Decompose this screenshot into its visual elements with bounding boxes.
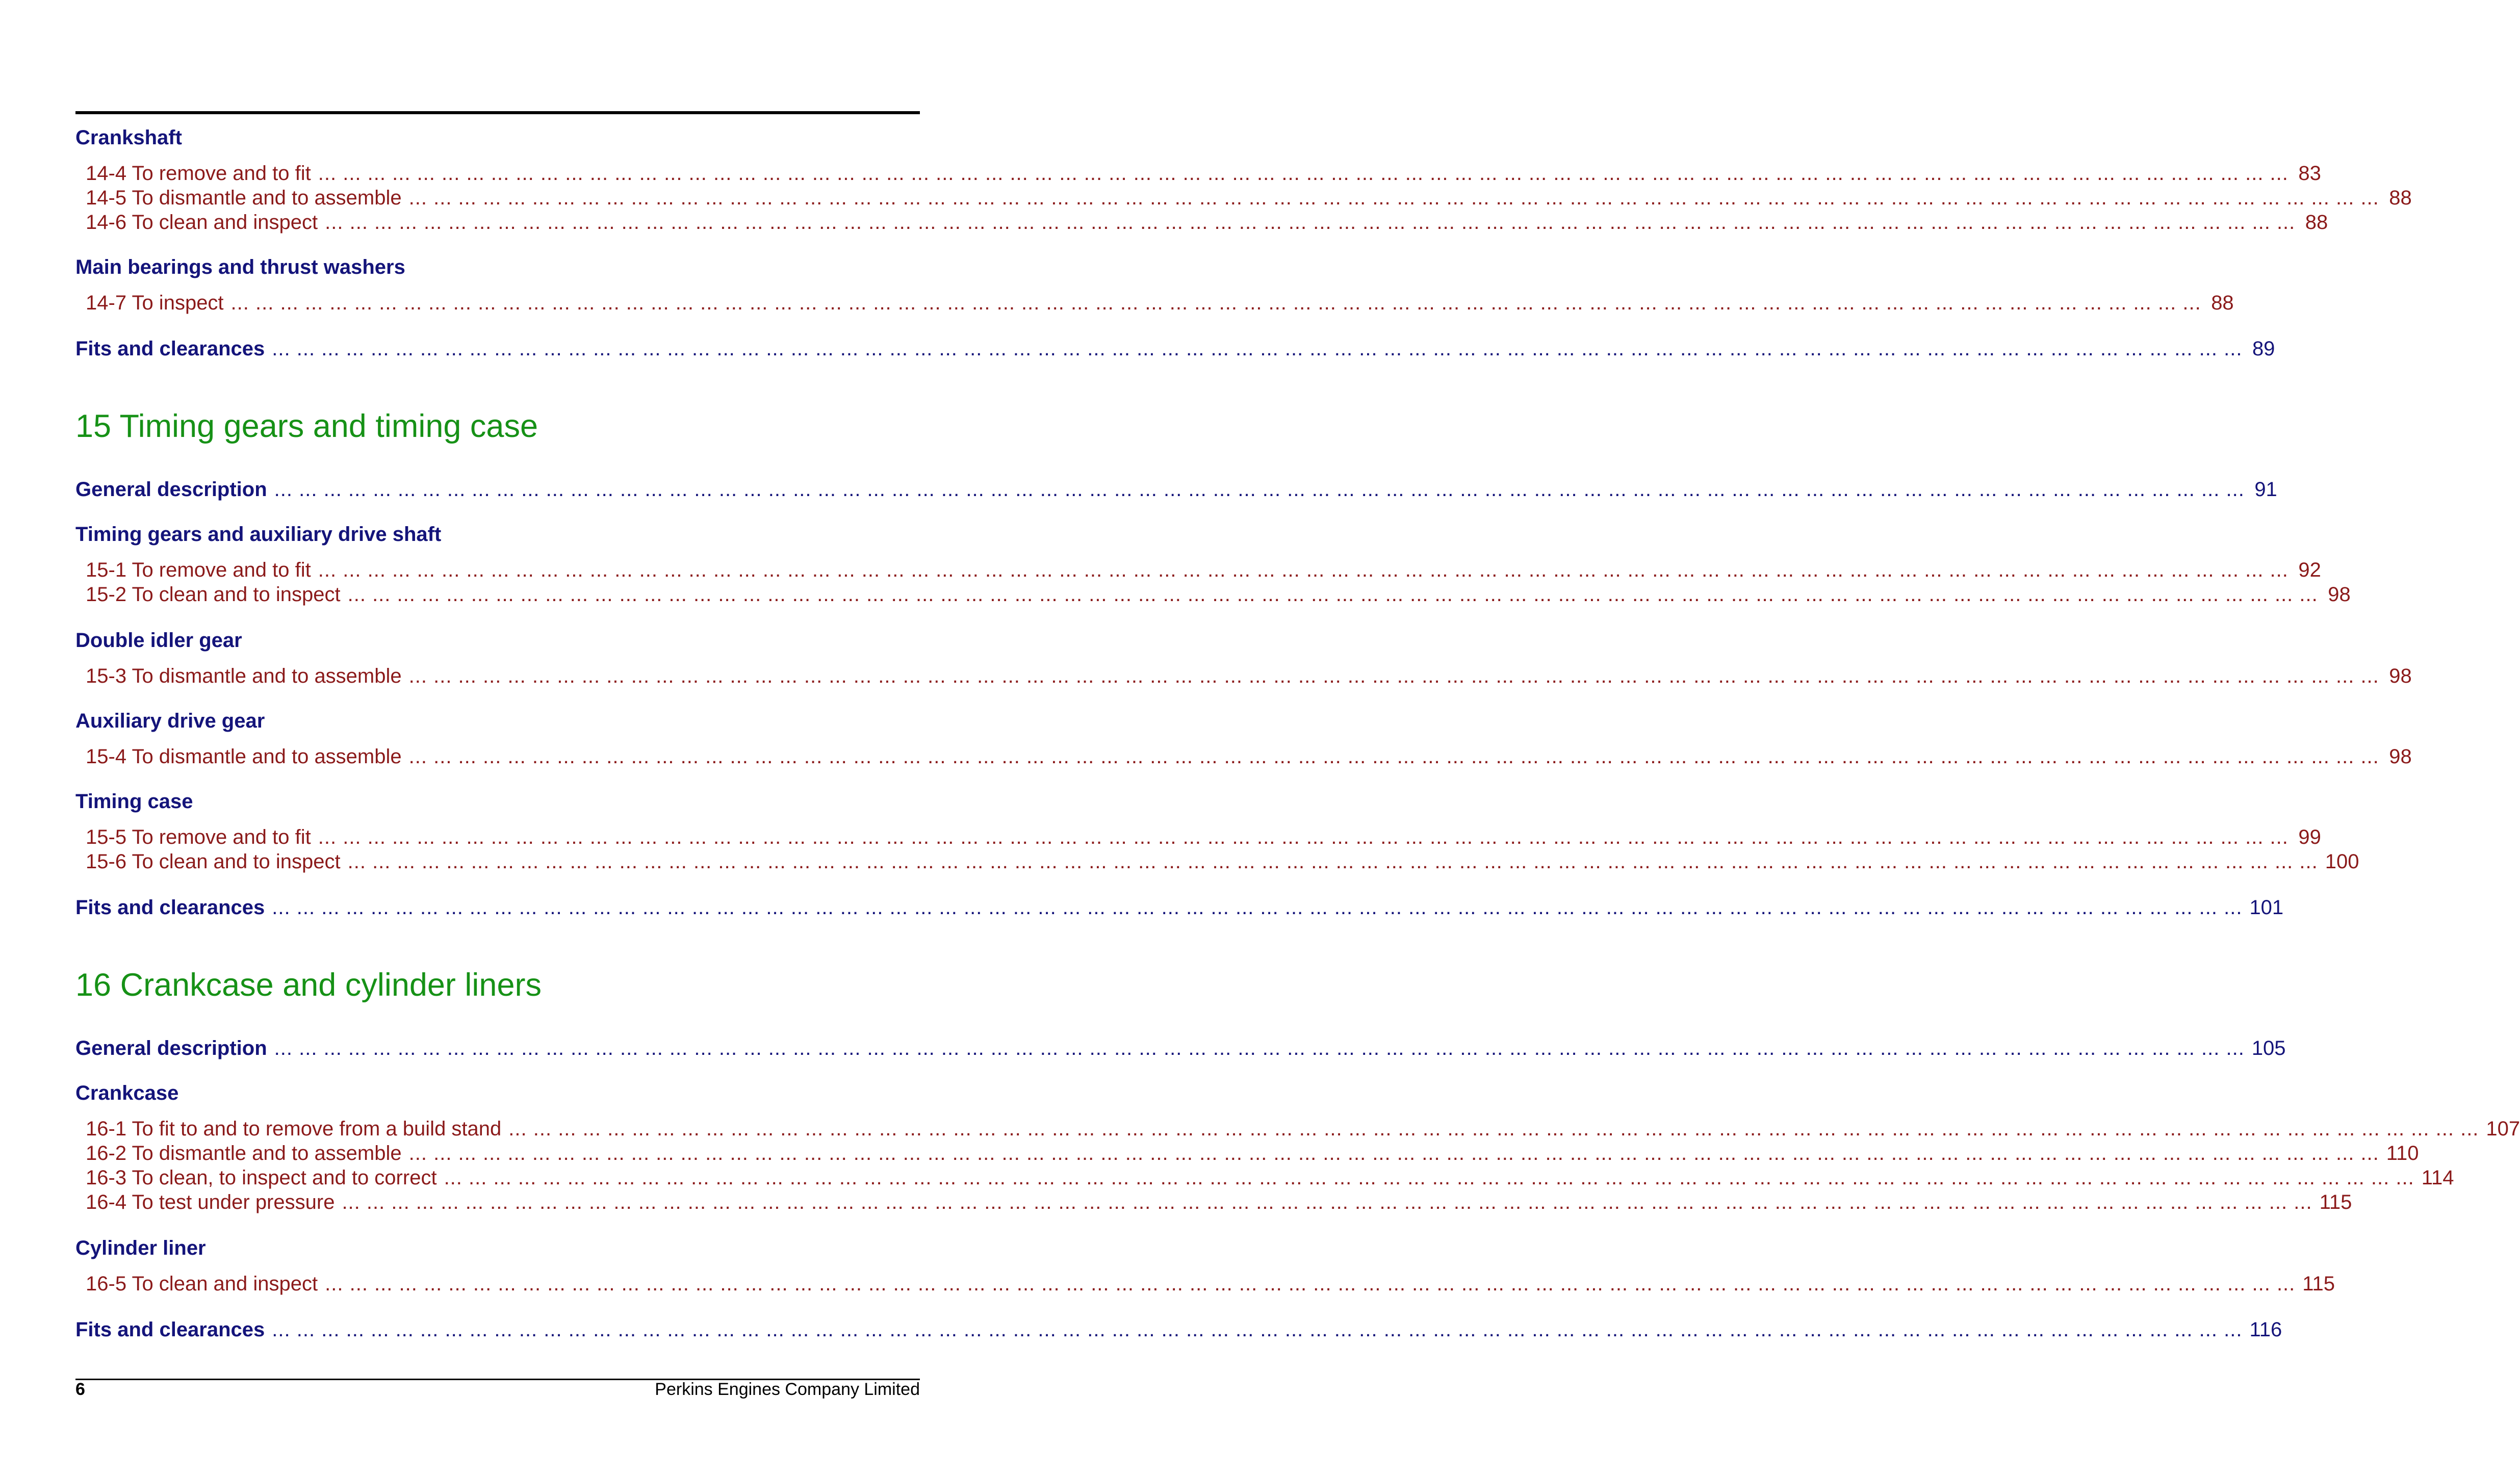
- toc-subsection-entry[interactable]: [75, 825, 2321, 849]
- toc-leader-dots: ... ... ... ... ... ... ... ... ... ... ... ... ... ... ... ... ... ... ... ... ... ... ... ... ... ... ... ... ... ... ... ... ... ... ... ... ... ... ... ... ... ... ... ... ... ... ... ... ... ... ... ... ... ... ... ... ... ... ... ... ... ... ... ... ... ... ... ... ... ... ... ... ... ... ... ... ... ... ... ...: [274, 1037, 2245, 1059]
- toc-leader-dots: ... ... ... ... ... ... ... ... ... ... ... ... ... ... ... ... ... ... ... ... ... ... ... ... ... ... ... ... ... ... ... ... ... ... ... ... ... ... ... ... ... ... ... ... ... ... ... ... ... ... ... ... ... ... ... ... ... ... ... ... ... ... ... ... ... ... ... ... ... ... ... ... ... ... ... ... ... ... ... ...: [272, 337, 2243, 360]
- toc-subsection-entry[interactable]: [75, 664, 2412, 688]
- toc-leader-dots: ... ... ... ... ... ... ... ... ... ... ... ... ... ... ... ... ... ... ... ... ... ... ... ... ... ... ... ... ... ... ... ... ... ... ... ... ... ... ... ... ... ... ... ... ... ... ... ... ... ... ... ... ... ... ... ... ... ... ... ... ... ... ... ... ... ... ... ... ... ... ... ... ... ... ... ... ... ... ... ...: [508, 1117, 2479, 1140]
- footer-company: Perkins Engines Company Limited: [655, 1380, 920, 1399]
- toc-leader-dots: ... ... ... ... ... ... ... ... ... ... ... ... ... ... ... ... ... ... ... ... ... ... ... ... ... ... ... ... ... ... ... ... ... ... ... ... ... ... ... ... ... ... ... ... ... ... ... ... ... ... ... ... ... ... ... ... ... ... ... ... ... ... ... ... ... ... ... ... ... ... ... ... ... ... ... ... ... ... ... ...: [408, 186, 2379, 209]
- toc-entry-label: Cylinder liner: [75, 1236, 206, 1259]
- toc-entry-label: 15-4 To dismantle and to assemble: [86, 745, 402, 768]
- toc-leader-dots: ... ... ... ... ... ... ... ... ... ... ... ... ... ... ... ... ... ... ... ... ... ... ... ... ... ... ... ... ... ... ... ... ... ... ... ... ... ... ... ... ... ... ... ... ... ... ... ... ... ... ... ... ... ... ... ... ... ... ... ... ... ... ... ... ... ... ... ... ... ... ... ... ... ... ... ... ... ... ... ...: [342, 1190, 2312, 1213]
- toc-page-number: 107: [2486, 1117, 2520, 1140]
- footer-page-number: 6: [75, 1380, 85, 1399]
- toc-subsection-entry[interactable]: [75, 210, 2328, 235]
- toc-entry-label: Crankshaft: [75, 126, 182, 149]
- toc-entry-label: Auxiliary drive gear: [75, 709, 265, 732]
- toc-subsection-entry[interactable]: [75, 1166, 2454, 1190]
- toc-section-entry[interactable]: [75, 125, 920, 150]
- toc-page-number: 101: [2249, 896, 2284, 919]
- toc-page-number: 114: [2421, 1166, 2454, 1189]
- toc-entry-label: Fits and clearances: [75, 896, 265, 919]
- toc-entry-label: 15-2 To clean and to inspect: [86, 583, 341, 606]
- toc-entry-label: 16-4 To test under pressure: [86, 1190, 335, 1213]
- toc-entry-label: 14-7 To inspect: [86, 291, 224, 314]
- toc-page-number: 83: [2298, 162, 2321, 185]
- toc-leader-dots: ... ... ... ... ... ... ... ... ... ... ... ... ... ... ... ... ... ... ... ... ... ... ... ... ... ... ... ... ... ... ... ... ... ... ... ... ... ... ... ... ... ... ... ... ... ... ... ... ... ... ... ... ... ... ... ... ... ... ... ... ... ... ... ... ... ... ... ... ... ... ... ... ... ... ... ... ... ... ... ...: [347, 583, 2318, 606]
- toc-subsection-entry[interactable]: [75, 291, 2234, 315]
- toc-leader-dots: ... ... ... ... ... ... ... ... ... ... ... ... ... ... ... ... ... ... ... ... ... ... ... ... ... ... ... ... ... ... ... ... ... ... ... ... ... ... ... ... ... ... ... ... ... ... ... ... ... ... ... ... ... ... ... ... ... ... ... ... ... ... ... ... ... ... ... ... ... ... ... ... ... ... ... ... ... ... ... ...: [318, 162, 2288, 185]
- toc-leader-dots: ... ... ... ... ... ... ... ... ... ... ... ... ... ... ... ... ... ... ... ... ... ... ... ... ... ... ... ... ... ... ... ... ... ... ... ... ... ... ... ... ... ... ... ... ... ... ... ... ... ... ... ... ... ... ... ... ... ... ... ... ... ... ... ... ... ... ... ... ... ... ... ... ... ... ... ... ... ... ... ...: [325, 1272, 2296, 1295]
- toc-entry-label: 14-4 To remove and to fit: [86, 162, 311, 185]
- toc-section-entry[interactable]: [75, 1036, 2286, 1060]
- toc-page-number: 115: [2302, 1272, 2335, 1295]
- toc-subsection-entry[interactable]: [75, 186, 2412, 210]
- toc-page-number: 98: [2328, 583, 2351, 606]
- toc-leader-dots: ... ... ... ... ... ... ... ... ... ... ... ... ... ... ... ... ... ... ... ... ... ... ... ... ... ... ... ... ... ... ... ... ... ... ... ... ... ... ... ... ... ... ... ... ... ... ... ... ... ... ... ... ... ... ... ... ... ... ... ... ... ... ... ... ... ... ... ... ... ... ... ... ... ... ... ... ... ... ... ...: [325, 211, 2296, 234]
- toc-entry-label: Timing gears and auxiliary drive shaft: [75, 523, 442, 546]
- toc-page-number: 98: [2389, 664, 2412, 687]
- toc-entry-label: Double idler gear: [75, 629, 242, 652]
- toc-page-number: 105: [2251, 1037, 2286, 1059]
- toc-section-entry[interactable]: [75, 709, 920, 733]
- toc-page-number: 89: [2252, 337, 2275, 360]
- toc-entry-label: 16-5 To clean and inspect: [86, 1272, 318, 1295]
- toc-leader-dots: ... ... ... ... ... ... ... ... ... ... ... ... ... ... ... ... ... ... ... ... ... ... ... ... ... ... ... ... ... ... ... ... ... ... ... ... ... ... ... ... ... ... ... ... ... ... ... ... ... ... ... ... ... ... ... ... ... ... ... ... ... ... ... ... ... ... ... ... ... ... ... ... ... ... ... ... ... ... ... ...: [230, 291, 2201, 314]
- toc-subsection-entry[interactable]: [75, 1117, 2520, 1141]
- toc-subsection-entry[interactable]: [75, 849, 2359, 874]
- toc-page-number: 99: [2298, 825, 2321, 848]
- toc-leader-dots: ... ... ... ... ... ... ... ... ... ... ... ... ... ... ... ... ... ... ... ... ... ... ... ... ... ... ... ... ... ... ... ... ... ... ... ... ... ... ... ... ... ... ... ... ... ... ... ... ... ... ... ... ... ... ... ... ... ... ... ... ... ... ... ... ... ... ... ... ... ... ... ... ... ... ... ... ... ... ... ...: [272, 1318, 2243, 1341]
- toc-section-entry[interactable]: [75, 895, 2284, 920]
- toc-leader-dots: ... ... ... ... ... ... ... ... ... ... ... ... ... ... ... ... ... ... ... ... ... ... ... ... ... ... ... ... ... ... ... ... ... ... ... ... ... ... ... ... ... ... ... ... ... ... ... ... ... ... ... ... ... ... ... ... ... ... ... ... ... ... ... ... ... ... ... ... ... ... ... ... ... ... ... ... ... ... ... ...: [408, 1142, 2379, 1164]
- toc-leader-dots: ... ... ... ... ... ... ... ... ... ... ... ... ... ... ... ... ... ... ... ... ... ... ... ... ... ... ... ... ... ... ... ... ... ... ... ... ... ... ... ... ... ... ... ... ... ... ... ... ... ... ... ... ... ... ... ... ... ... ... ... ... ... ... ... ... ... ... ... ... ... ... ... ... ... ... ... ... ... ... ...: [318, 825, 2288, 848]
- chapter-heading: 15 Timing gears and timing case: [75, 408, 538, 444]
- toc-page-number: 92: [2298, 558, 2321, 581]
- toc-section-entry[interactable]: [75, 336, 2275, 361]
- toc-section-entry[interactable]: [75, 255, 920, 279]
- toc-entry-label: 14-6 To clean and inspect: [86, 211, 318, 234]
- toc-section-entry[interactable]: [75, 1317, 2282, 1342]
- toc-entry-label: 16-3 To clean, to inspect and to correct: [86, 1166, 437, 1189]
- toc-page-number: 115: [2319, 1190, 2352, 1213]
- toc-leader-dots: ... ... ... ... ... ... ... ... ... ... ... ... ... ... ... ... ... ... ... ... ... ... ... ... ... ... ... ... ... ... ... ... ... ... ... ... ... ... ... ... ... ... ... ... ... ... ... ... ... ... ... ... ... ... ... ... ... ... ... ... ... ... ... ... ... ... ... ... ... ... ... ... ... ... ... ... ... ... ... ...: [444, 1166, 2414, 1189]
- toc-section-entry[interactable]: [75, 522, 920, 547]
- toc-section-entry[interactable]: [75, 628, 920, 653]
- toc-subsection-entry[interactable]: [75, 558, 2321, 582]
- toc-page-number: 98: [2389, 745, 2412, 768]
- toc-page-number: 91: [2254, 478, 2277, 501]
- toc-page-number: 100: [2325, 850, 2359, 873]
- toc-leader-dots: ... ... ... ... ... ... ... ... ... ... ... ... ... ... ... ... ... ... ... ... ... ... ... ... ... ... ... ... ... ... ... ... ... ... ... ... ... ... ... ... ... ... ... ... ... ... ... ... ... ... ... ... ... ... ... ... ... ... ... ... ... ... ... ... ... ... ... ... ... ... ... ... ... ... ... ... ... ... ... ...: [347, 850, 2318, 873]
- toc-page-number: 88: [2389, 186, 2412, 209]
- top-rule: [75, 111, 920, 114]
- toc-page-number: 116: [2249, 1318, 2282, 1341]
- toc-entry-label: 14-5 To dismantle and to assemble: [86, 186, 402, 209]
- toc-entry-label: General description: [75, 478, 267, 501]
- toc-entry-label: 15-3 To dismantle and to assemble: [86, 664, 402, 687]
- toc-page-number: 88: [2305, 211, 2328, 234]
- toc-leader-dots: ... ... ... ... ... ... ... ... ... ... ... ... ... ... ... ... ... ... ... ... ... ... ... ... ... ... ... ... ... ... ... ... ... ... ... ... ... ... ... ... ... ... ... ... ... ... ... ... ... ... ... ... ... ... ... ... ... ... ... ... ... ... ... ... ... ... ... ... ... ... ... ... ... ... ... ... ... ... ... ...: [318, 558, 2288, 581]
- toc-page-number: 88: [2211, 291, 2234, 314]
- toc-leader-dots: ... ... ... ... ... ... ... ... ... ... ... ... ... ... ... ... ... ... ... ... ... ... ... ... ... ... ... ... ... ... ... ... ... ... ... ... ... ... ... ... ... ... ... ... ... ... ... ... ... ... ... ... ... ... ... ... ... ... ... ... ... ... ... ... ... ... ... ... ... ... ... ... ... ... ... ... ... ... ... ...: [274, 478, 2245, 501]
- toc-subsection-entry[interactable]: [75, 161, 2321, 186]
- toc-entry-label: 15-1 To remove and to fit: [86, 558, 311, 581]
- toc-subsection-entry[interactable]: [75, 1141, 2419, 1166]
- toc-entry-label: 15-6 To clean and to inspect: [86, 850, 341, 873]
- toc-entry-label: General description: [75, 1037, 267, 1059]
- toc-leader-dots: ... ... ... ... ... ... ... ... ... ... ... ... ... ... ... ... ... ... ... ... ... ... ... ... ... ... ... ... ... ... ... ... ... ... ... ... ... ... ... ... ... ... ... ... ... ... ... ... ... ... ... ... ... ... ... ... ... ... ... ... ... ... ... ... ... ... ... ... ... ... ... ... ... ... ... ... ... ... ... ...: [408, 664, 2379, 687]
- toc-entry-label: Main bearings and thrust washers: [75, 255, 405, 278]
- toc-section-entry[interactable]: [75, 477, 2277, 502]
- toc-section-entry[interactable]: [75, 1236, 920, 1260]
- toc-entry-label: 15-5 To remove and to fit: [86, 825, 311, 848]
- toc-entry-label: 16-2 To dismantle and to assemble: [86, 1142, 402, 1164]
- toc-entry-label: Fits and clearances: [75, 337, 265, 360]
- toc-subsection-entry[interactable]: [75, 744, 2412, 769]
- toc-page-number: 110: [2386, 1142, 2419, 1164]
- toc-entry-label: Crankcase: [75, 1081, 179, 1104]
- toc-entry-label: Fits and clearances: [75, 1318, 265, 1341]
- toc-subsection-entry[interactable]: [75, 582, 2351, 607]
- toc-entry-label: 16-1 To fit to and to remove from a build stand: [86, 1117, 502, 1140]
- toc-entry-label: Timing case: [75, 790, 193, 813]
- toc-subsection-entry[interactable]: [75, 1190, 2352, 1214]
- toc-section-entry[interactable]: [75, 789, 920, 814]
- toc-leader-dots: ... ... ... ... ... ... ... ... ... ... ... ... ... ... ... ... ... ... ... ... ... ... ... ... ... ... ... ... ... ... ... ... ... ... ... ... ... ... ... ... ... ... ... ... ... ... ... ... ... ... ... ... ... ... ... ... ... ... ... ... ... ... ... ... ... ... ... ... ... ... ... ... ... ... ... ... ... ... ... ...: [272, 896, 2243, 919]
- toc-section-entry[interactable]: [75, 1081, 920, 1105]
- toc-leader-dots: ... ... ... ... ... ... ... ... ... ... ... ... ... ... ... ... ... ... ... ... ... ... ... ... ... ... ... ... ... ... ... ... ... ... ... ... ... ... ... ... ... ... ... ... ... ... ... ... ... ... ... ... ... ... ... ... ... ... ... ... ... ... ... ... ... ... ... ... ... ... ... ... ... ... ... ... ... ... ... ...: [408, 745, 2379, 768]
- chapter-heading: 16 Crankcase and cylinder liners: [75, 967, 542, 1003]
- toc-subsection-entry[interactable]: [75, 1272, 2335, 1296]
